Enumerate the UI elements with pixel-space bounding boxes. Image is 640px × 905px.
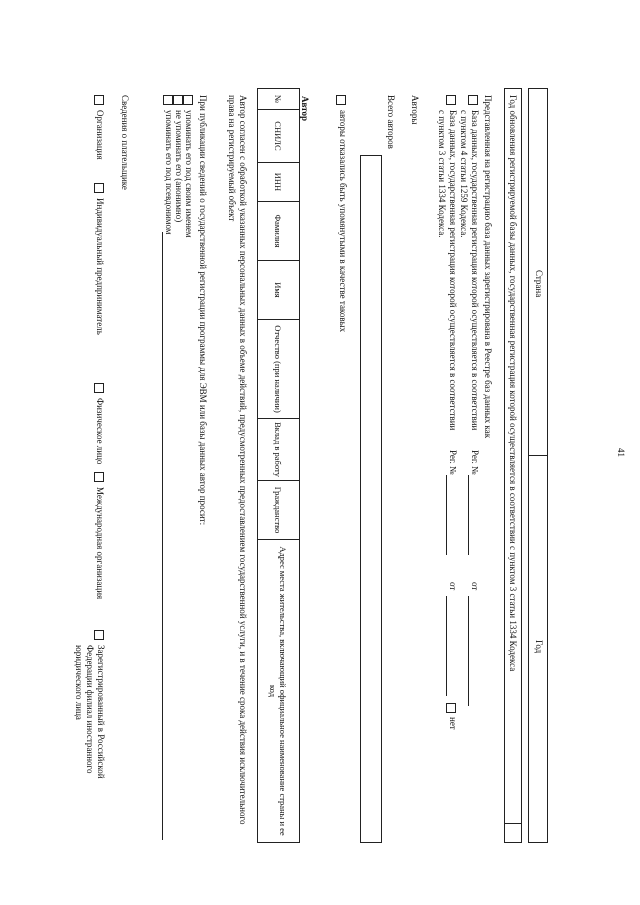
- no-label: нет: [448, 717, 458, 730]
- author-table-title: Автор: [300, 96, 310, 121]
- option-1259-text: База данных, государственная регистрация которой осуществляется в соответствии с пунктом 4 статьи 1259 Кодекса.: [459, 110, 480, 431]
- col-patronymic: Отчество (при наличии): [258, 320, 300, 419]
- payer-branch-checkbox[interactable]: [94, 630, 104, 640]
- authors-refused-checkbox[interactable]: [336, 95, 346, 105]
- col-surname: Фамилия: [258, 202, 300, 261]
- payer-intl-org-checkbox[interactable]: [94, 472, 104, 482]
- payer-individual-label: Физическое лицо: [95, 398, 105, 465]
- anonymous-checkbox[interactable]: [173, 95, 183, 105]
- pseudonym-label: упоминать его под псевдонимом: [164, 110, 174, 235]
- authors-heading: Авторы: [410, 95, 420, 125]
- col-contribution: Вклад в работу: [258, 419, 300, 481]
- col-address: Адрес места жительства, включающий официальное наименование страны и ее код: [258, 540, 300, 843]
- reg-no-field-2[interactable]: [446, 475, 447, 555]
- payer-heading: Сведения о плательщике: [120, 95, 130, 190]
- author-table: [257, 88, 300, 843]
- no-checkbox[interactable]: [446, 703, 456, 713]
- country-year-box: [528, 88, 548, 843]
- payer-organization-label: Организация: [95, 110, 105, 160]
- total-authors-field[interactable]: [360, 155, 382, 843]
- col-inn: ИНН: [258, 163, 300, 202]
- author-table-header: [258, 89, 300, 843]
- page-number: 41: [616, 448, 626, 457]
- from-label-2: от: [448, 582, 458, 591]
- use-own-name-label: упоминать его под своим именем: [184, 110, 194, 238]
- payer-branch-label: Зарегистрированный в Российской Федерации филиал иностранного юридического лица: [74, 645, 106, 779]
- reg-no-label-1: Рег. №: [470, 450, 480, 475]
- date-field-1[interactable]: [468, 596, 469, 706]
- update-year-label: Год обновления регистрируемой базы данных, государственная регистрация которой осуществляется в соответствии с пунктом 3 статьи 1334 Кодекса: [508, 95, 518, 672]
- reg-no-field-1[interactable]: [468, 475, 469, 555]
- consent-text: Автор согласен с обработкой указанных персональных данных в объеме действий, предусмотренных предоставлением государственной услуги, и в течение срока действия исключительного права на регистрируемый объект: [227, 95, 248, 825]
- reg-no-label-2: Рег. №: [448, 450, 458, 475]
- pseudonym-field[interactable]: [162, 232, 163, 840]
- publication-heading: При публикации сведений о государственной регистрации программы для ЭВМ или базы данных автор просит:: [198, 95, 208, 526]
- date-field-2[interactable]: [446, 596, 447, 696]
- payer-individual-checkbox[interactable]: [94, 383, 104, 393]
- col-citizenship: Гражданство: [258, 481, 300, 540]
- authors-refused-label: авторы отказались быть упомянутыми в качестве таковых: [338, 110, 348, 333]
- col-name: Имя: [258, 261, 300, 320]
- payer-organization-checkbox[interactable]: [94, 95, 104, 105]
- payer-entrepreneur-label: Индивидуальный предприниматель: [95, 198, 105, 335]
- option-1259-checkbox[interactable]: [468, 95, 478, 105]
- use-own-name-checkbox[interactable]: [183, 95, 193, 105]
- col-snils: СНИЛС: [258, 110, 300, 163]
- year-label: Год: [534, 640, 544, 654]
- total-authors-label: Всего авторов: [386, 95, 396, 149]
- col-number: №: [258, 89, 300, 110]
- payer-intl-org-label: Международная организация: [95, 487, 105, 600]
- from-label-1: от: [470, 582, 480, 591]
- payer-entrepreneur-checkbox[interactable]: [94, 183, 104, 193]
- country-label: Страна: [534, 270, 544, 298]
- option-1334-text: База данных, государственная регистрация которой осуществляется в соответствии с пунктом 3 статьи 1334 Кодекса.: [437, 110, 458, 431]
- pseudonym-checkbox[interactable]: [163, 95, 173, 105]
- anonymous-label: не упоминать его (анонимно): [174, 110, 184, 223]
- option-1334-checkbox[interactable]: [446, 95, 456, 105]
- registered-heading: Представленная на регистрацию база данных зарегистрирована в Реестре баз данных как: [483, 95, 493, 439]
